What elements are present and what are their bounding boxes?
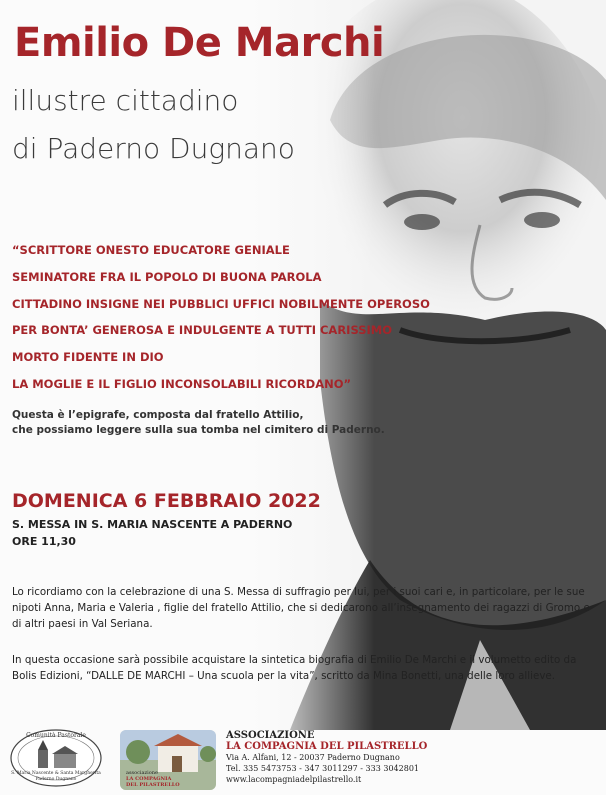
event-details <box>12 516 292 550</box>
association-website: www.lacompagniadelpilastrello.it <box>226 775 362 784</box>
logo2-caption-1: associazione <box>126 770 158 776</box>
subtitle-line-1: illustre cittadino <box>12 84 239 117</box>
logo1-bottom-text-2: Paderno Dugnano <box>35 777 77 782</box>
pilastrello-logo <box>120 730 216 790</box>
epigraph-line: MORTO FIDENTE IN DIO <box>12 350 164 365</box>
association-address: Via A. Alfani, 12 - 20037 Paderno Dugnano <box>226 753 400 762</box>
epigraph-line: LA MOGLIE E IL FIGLIO INCONSOLABILI RICORDANO” <box>12 376 352 391</box>
note-line-1: Questa è l’epigrafe, composta dal fratello Attilio, <box>12 409 304 421</box>
epigraph-note <box>12 408 385 438</box>
association-label: ASSOCIAZIONE <box>226 730 315 741</box>
logo1-top-text: Comunità Pastorale <box>26 732 86 739</box>
note-line-2: che possiamo leggere sulla sua tomba nel cimitero di Paderno. <box>12 424 385 436</box>
epigraph-line: SEMINATORE FRA IL POPOLO DI BUONA PAROLA <box>12 269 322 284</box>
epigraph-line: PER BONTA’ GENEROSA E INDULGENTE A TUTTI CARISSIMO <box>12 323 393 338</box>
association-name: LA COMPAGNIA DEL PILASTRELLO <box>226 741 428 752</box>
logo2-caption-2: LA COMPAGNIA <box>126 776 172 782</box>
mass-time: ORE 11,30 <box>12 535 76 548</box>
association-phones: Tel. 335 5473753 - 347 3011297 - 333 3042801 <box>226 764 419 773</box>
paragraph-2: In questa occasione sarà possibile acquistare la sintetica biografia di Emilio De Marchi e il volumetto edito da Bolis Edizioni, “DALLE DE MARCHI – Una scuola per la vita”, scritto da Mina Bonetti, una delle loro allieve. <box>12 654 577 682</box>
event-date: DOMENICA 6 FEBBRAIO 2022 <box>12 490 321 512</box>
epigraph-line: CITTADINO INSIGNE NEI PUBBLICI UFFICI NOBILMENTE OPEROSO <box>12 296 430 311</box>
paragraph-1: Lo ricordiamo con la celebrazione di una S. Messa di suffragio per lui, per i suoi cari e, in particolare, per le sue nipoti Anna, Maria e Valeria , figlie del fratello Attilio, che si dedicarono all’insegnamento dei ragazzi di Gromo e di altri paesi in Val Seriana. <box>12 586 590 630</box>
subtitle-line-2: di Paderno Dugnano <box>12 132 295 165</box>
comunita-pastorale-logo <box>8 728 104 788</box>
mass-location: S. MESSA IN S. MARIA NASCENTE A PADERNO <box>12 518 293 531</box>
page-title: Emilio De Marchi <box>14 20 385 66</box>
logo1-bottom-text: S. Maria Nascente & Santa Margherita <box>11 771 101 776</box>
logo2-caption-3: DEL PILASTRELLO <box>126 782 180 788</box>
association-info <box>226 730 427 785</box>
epigraph <box>12 240 432 401</box>
epigraph-line: “SCRITTORE ONESTO EDUCATORE GENIALE <box>12 243 290 257</box>
